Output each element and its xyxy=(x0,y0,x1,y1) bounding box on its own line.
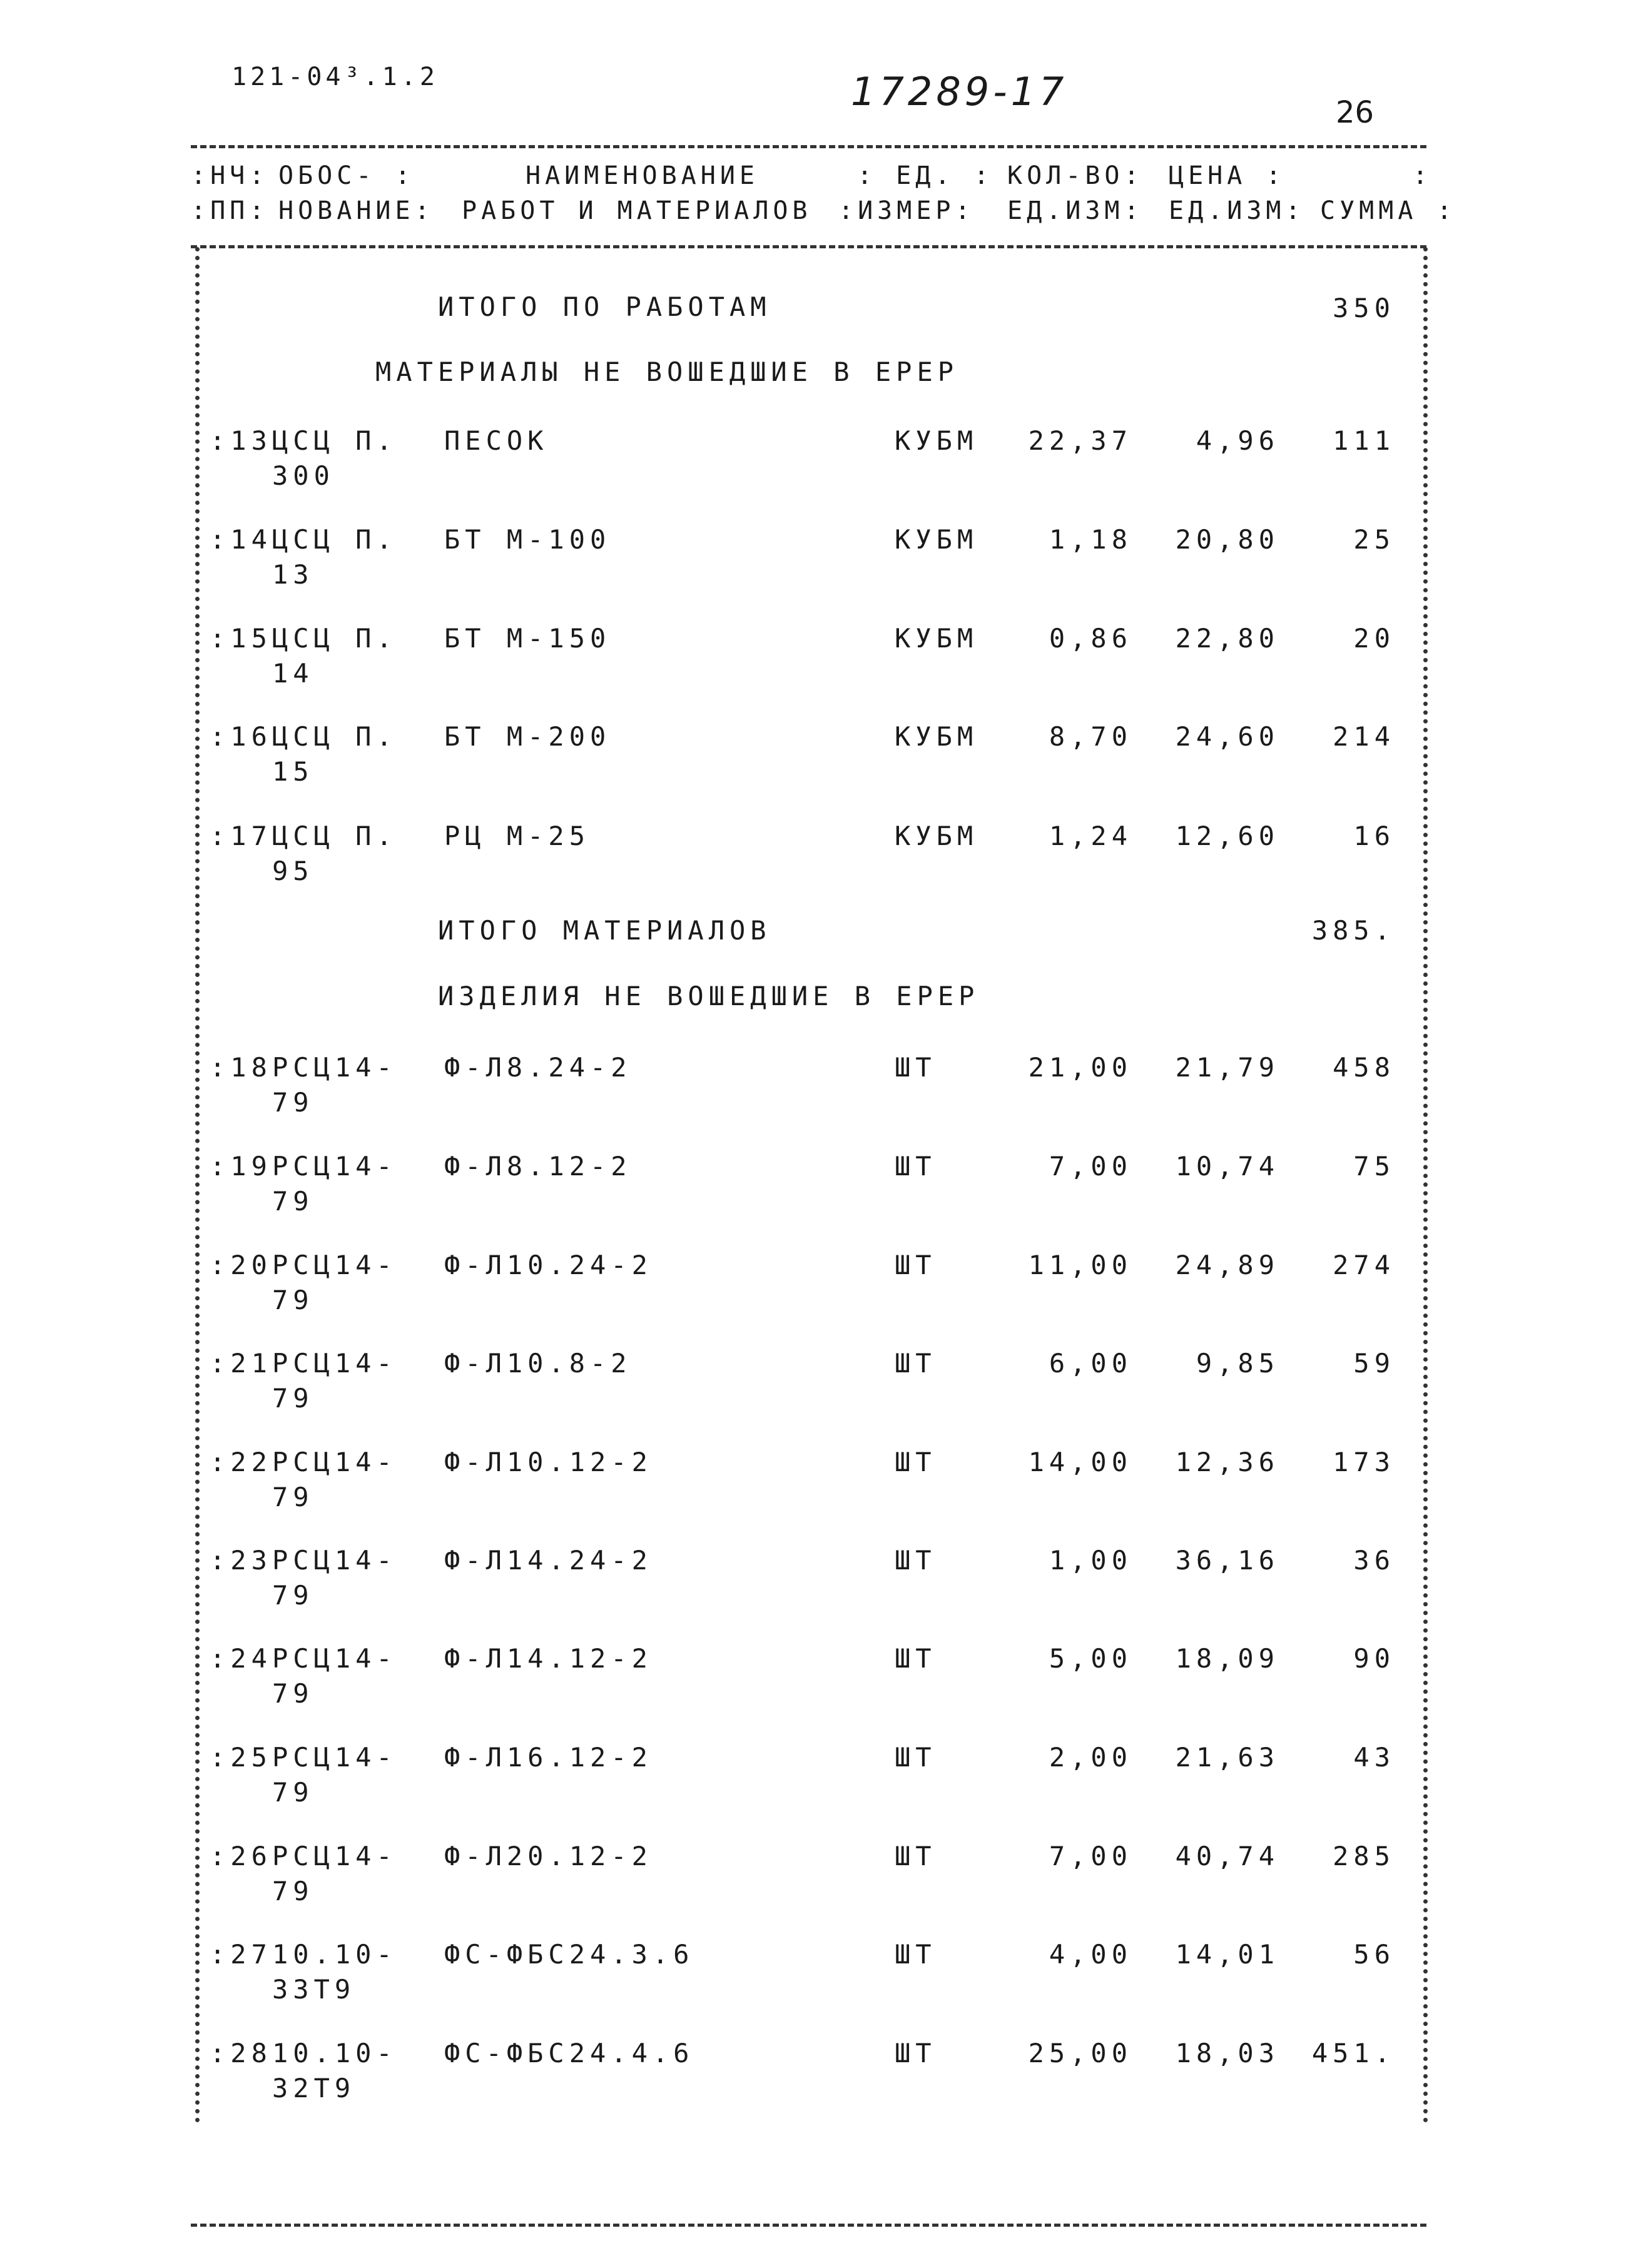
row-basis-cont: 32Т9 xyxy=(272,2073,356,2103)
row-name: РЦ М-25 xyxy=(444,821,591,851)
row-name: БТ М-200 xyxy=(444,721,611,752)
left-border xyxy=(195,247,200,2124)
right-border xyxy=(1423,247,1428,2124)
row-unit: ШТ xyxy=(895,1151,937,1182)
header-unit-2: :ИЗМЕР: xyxy=(838,196,975,225)
row-qty: 22,37 xyxy=(1028,425,1132,456)
header-no-2: :ПП: xyxy=(191,196,269,225)
header-qty-2: ЕД.ИЗМ: xyxy=(1007,196,1144,225)
row-qty: 14,00 xyxy=(1028,1447,1132,1477)
bottom-rule xyxy=(191,2224,1426,2227)
row-basis: РСЦ14- xyxy=(272,1841,397,1871)
row-sum: 25 xyxy=(1353,524,1395,555)
row-price: 36,16 xyxy=(1175,1545,1279,1576)
row-name: Ф-Л16.12-2 xyxy=(444,1742,653,1773)
row-basis-cont: 15 xyxy=(272,756,314,787)
row-basis: РСЦ14- xyxy=(272,1348,397,1379)
header-basis-1: ОБОС- : xyxy=(278,161,415,190)
row-basis: ЦСЦ П. xyxy=(272,524,397,555)
row-basis-cont: 95 xyxy=(272,856,314,886)
works-total-label: ИТОГО ПО РАБОТАМ xyxy=(438,291,771,322)
row-qty: 11,00 xyxy=(1028,1250,1132,1280)
row-number: :21 xyxy=(210,1348,272,1379)
row-sum: 43 xyxy=(1353,1742,1395,1773)
row-name: Ф-Л8.24-2 xyxy=(444,1052,632,1083)
row-price: 12,60 xyxy=(1175,821,1279,851)
materials-section-title: МАТЕРИАЛЫ НЕ ВОШЕДШИЕ В ЕРЕР xyxy=(375,357,959,387)
row-price: 40,74 xyxy=(1175,1841,1279,1871)
row-basis-cont: 79 xyxy=(272,1876,314,1906)
row-qty: 21,00 xyxy=(1028,1052,1132,1083)
row-basis: РСЦ14- xyxy=(272,1052,397,1083)
row-price: 18,03 xyxy=(1175,2038,1279,2068)
page-number: 26 xyxy=(1336,95,1374,130)
row-basis-cont: 14 xyxy=(272,658,314,689)
row-sum: 111 xyxy=(1333,425,1395,456)
row-sum: 59 xyxy=(1353,1348,1395,1379)
row-sum: 36 xyxy=(1353,1545,1395,1576)
row-sum: 16 xyxy=(1353,821,1395,851)
row-sum: 90 xyxy=(1353,1643,1395,1674)
row-name: Ф-Л8.12-2 xyxy=(444,1151,632,1182)
row-number: :14 xyxy=(210,524,272,555)
row-number: :24 xyxy=(210,1643,272,1674)
row-unit: КУБМ xyxy=(895,425,978,456)
row-price: 14,01 xyxy=(1175,1939,1279,1970)
header-no-1: :НЧ: xyxy=(191,161,269,190)
row-sum: 214 xyxy=(1333,721,1395,752)
row-price: 21,63 xyxy=(1175,1742,1279,1773)
header-name-1: НАИМЕНОВАНИЕ xyxy=(526,161,759,190)
row-basis-cont: 79 xyxy=(272,1482,314,1512)
row-basis-cont: 79 xyxy=(272,1186,314,1217)
handwritten-doc-number: 17289-17 xyxy=(851,69,1068,114)
row-unit: КУБМ xyxy=(895,821,978,851)
row-number: :28 xyxy=(210,2038,272,2068)
materials-total-label: ИТОГО МАТЕРИАЛОВ xyxy=(438,915,771,946)
header-price-2: ЕД.ИЗМ: xyxy=(1169,196,1305,225)
row-name: БТ М-150 xyxy=(444,623,611,654)
header-rule xyxy=(191,245,1426,248)
row-sum: 285 xyxy=(1333,1841,1395,1871)
row-sum: 451. xyxy=(1311,2038,1395,2068)
row-basis: ЦСЦ П. xyxy=(272,721,397,752)
row-qty: 5,00 xyxy=(1049,1643,1132,1674)
row-unit: ШТ xyxy=(895,1939,937,1970)
row-qty: 1,24 xyxy=(1049,821,1132,851)
row-number: :13 xyxy=(210,425,272,456)
row-sum: 56 xyxy=(1353,1939,1395,1970)
row-name: Ф-Л10.12-2 xyxy=(444,1447,653,1477)
row-unit: ШТ xyxy=(895,1447,937,1477)
header-name-2: РАБОТ И МАТЕРИАЛОВ xyxy=(462,196,812,225)
document-code: 121-04³.1.2 xyxy=(231,63,439,91)
row-basis: ЦСЦ П. xyxy=(272,821,397,851)
row-qty: 0,86 xyxy=(1049,623,1132,654)
works-total-sum: 350 xyxy=(1333,293,1395,323)
row-number: :15 xyxy=(210,623,272,654)
row-basis: ЦСЦ П. xyxy=(272,623,397,654)
row-qty: 7,00 xyxy=(1049,1151,1132,1182)
row-sum: 20 xyxy=(1353,623,1395,654)
header-unit-1: : ЕД. : xyxy=(857,161,993,190)
row-basis-cont: 79 xyxy=(272,1285,314,1315)
row-basis: 10.10- xyxy=(272,2038,397,2068)
row-basis: РСЦ14- xyxy=(272,1545,397,1576)
row-basis: РСЦ14- xyxy=(272,1250,397,1280)
row-price: 21,79 xyxy=(1175,1052,1279,1083)
row-price: 10,74 xyxy=(1175,1151,1279,1182)
row-price: 12,36 xyxy=(1175,1447,1279,1477)
row-unit: ШТ xyxy=(895,1052,937,1083)
row-qty: 7,00 xyxy=(1049,1841,1132,1871)
row-basis-cont: 79 xyxy=(272,1678,314,1709)
row-basis: РСЦ14- xyxy=(272,1643,397,1674)
row-basis: 10.10- xyxy=(272,1939,397,1970)
row-number: :26 xyxy=(210,1841,272,1871)
row-price: 22,80 xyxy=(1175,623,1279,654)
row-qty: 6,00 xyxy=(1049,1348,1132,1379)
row-sum: 274 xyxy=(1333,1250,1395,1280)
row-qty: 2,00 xyxy=(1049,1742,1132,1773)
row-qty: 4,00 xyxy=(1049,1939,1132,1970)
row-basis-cont: 79 xyxy=(272,1383,314,1414)
row-name: БТ М-100 xyxy=(444,524,611,555)
row-price: 4,96 xyxy=(1196,425,1279,456)
row-price: 24,89 xyxy=(1175,1250,1279,1280)
row-basis-cont: 79 xyxy=(272,1580,314,1611)
row-price: 20,80 xyxy=(1175,524,1279,555)
header-price-1: ЦЕНА : xyxy=(1169,161,1286,190)
row-basis-cont: 33Т9 xyxy=(272,1974,356,2005)
row-sum: 75 xyxy=(1353,1151,1395,1182)
row-qty: 8,70 xyxy=(1049,721,1132,752)
row-qty: 1,00 xyxy=(1049,1545,1132,1576)
row-unit: ШТ xyxy=(895,1841,937,1871)
row-price: 18,09 xyxy=(1175,1643,1279,1674)
row-name: ФС-ФБС24.3.6 xyxy=(444,1939,694,1970)
header-qty-1: КОЛ-ВО: xyxy=(1007,161,1144,190)
materials-total-sum: 385. xyxy=(1311,915,1395,946)
row-qty: 1,18 xyxy=(1049,524,1132,555)
row-price: 24,60 xyxy=(1175,721,1279,752)
row-number: :27 xyxy=(210,1939,272,1970)
row-sum: 458 xyxy=(1333,1052,1395,1083)
header-sum-1: : xyxy=(1413,161,1433,190)
row-name: ФС-ФБС24.4.6 xyxy=(444,2038,694,2068)
row-number: :22 xyxy=(210,1447,272,1477)
row-number: :19 xyxy=(210,1151,272,1182)
products-section-title: ИЗДЕЛИЯ НЕ ВОШЕДШИЕ В ЕРЕР xyxy=(438,981,980,1011)
row-basis-cont: 79 xyxy=(272,1087,314,1118)
row-basis-cont: 300 xyxy=(272,460,335,491)
row-sum: 173 xyxy=(1333,1447,1395,1477)
header-basis-2: НОВАНИЕ: xyxy=(278,196,434,225)
row-unit: ШТ xyxy=(895,1545,937,1576)
top-rule xyxy=(191,145,1426,148)
row-unit: КУБМ xyxy=(895,721,978,752)
row-number: :16 xyxy=(210,721,272,752)
row-number: :25 xyxy=(210,1742,272,1773)
row-number: :17 xyxy=(210,821,272,851)
row-basis: РСЦ14- xyxy=(272,1447,397,1477)
row-name: Ф-Л14.12-2 xyxy=(444,1643,653,1674)
row-basis: РСЦ14- xyxy=(272,1151,397,1182)
row-basis-cont: 13 xyxy=(272,559,314,590)
row-unit: КУБМ xyxy=(895,524,978,555)
row-unit: ШТ xyxy=(895,1250,937,1280)
row-unit: ШТ xyxy=(895,2038,937,2068)
row-basis: РСЦ14- xyxy=(272,1742,397,1773)
row-unit: ШТ xyxy=(895,1742,937,1773)
row-basis-cont: 79 xyxy=(272,1777,314,1808)
row-name: Ф-Л10.8-2 xyxy=(444,1348,632,1379)
row-name: ПЕСОК xyxy=(444,425,549,456)
row-name: Ф-Л14.24-2 xyxy=(444,1545,653,1576)
row-name: Ф-Л20.12-2 xyxy=(444,1841,653,1871)
row-unit: ШТ xyxy=(895,1643,937,1674)
row-name: Ф-Л10.24-2 xyxy=(444,1250,653,1280)
row-price: 9,85 xyxy=(1196,1348,1279,1379)
row-number: :23 xyxy=(210,1545,272,1576)
row-unit: ШТ xyxy=(895,1348,937,1379)
row-qty: 25,00 xyxy=(1028,2038,1132,2068)
row-number: :20 xyxy=(210,1250,272,1280)
header-sum-2: СУММА : xyxy=(1320,196,1456,225)
row-unit: КУБМ xyxy=(895,623,978,654)
row-number: :18 xyxy=(210,1052,272,1083)
row-basis: ЦСЦ П. xyxy=(272,425,397,456)
